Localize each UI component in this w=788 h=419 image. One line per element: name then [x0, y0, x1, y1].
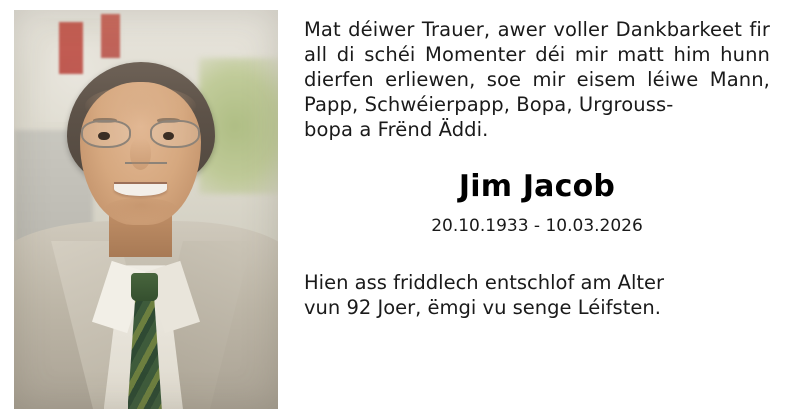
closing-paragraph	[304, 270, 770, 321]
life-dates: 20.10.1933 - 10.03.2026	[431, 215, 643, 236]
deceased-name: Jim Jacob	[458, 168, 616, 204]
photo-column	[0, 0, 292, 419]
intro-last-line: bopa a Frënd Äddi.	[304, 117, 489, 141]
photo-vignette	[14, 10, 278, 409]
text-column	[292, 0, 788, 419]
intro-paragraph	[304, 18, 770, 143]
closing-line-1: Hien ass friddlech entschlof am Alter	[304, 270, 665, 294]
closing-line-2: vun 92 Joer, ëmgi vu senge Léifsten.	[304, 296, 661, 320]
intro-text: Mat déiwer Trauer, awer voller Dankbarkeet fir all di schéi Momenter déi mir matt him hunn dierfen erliewen, soe mir eisem léiwe Mann, Papp, Schwéierpapp, Bopa, Urgrouss-	[304, 18, 770, 116]
portrait-photo-of-deceased	[14, 10, 278, 409]
